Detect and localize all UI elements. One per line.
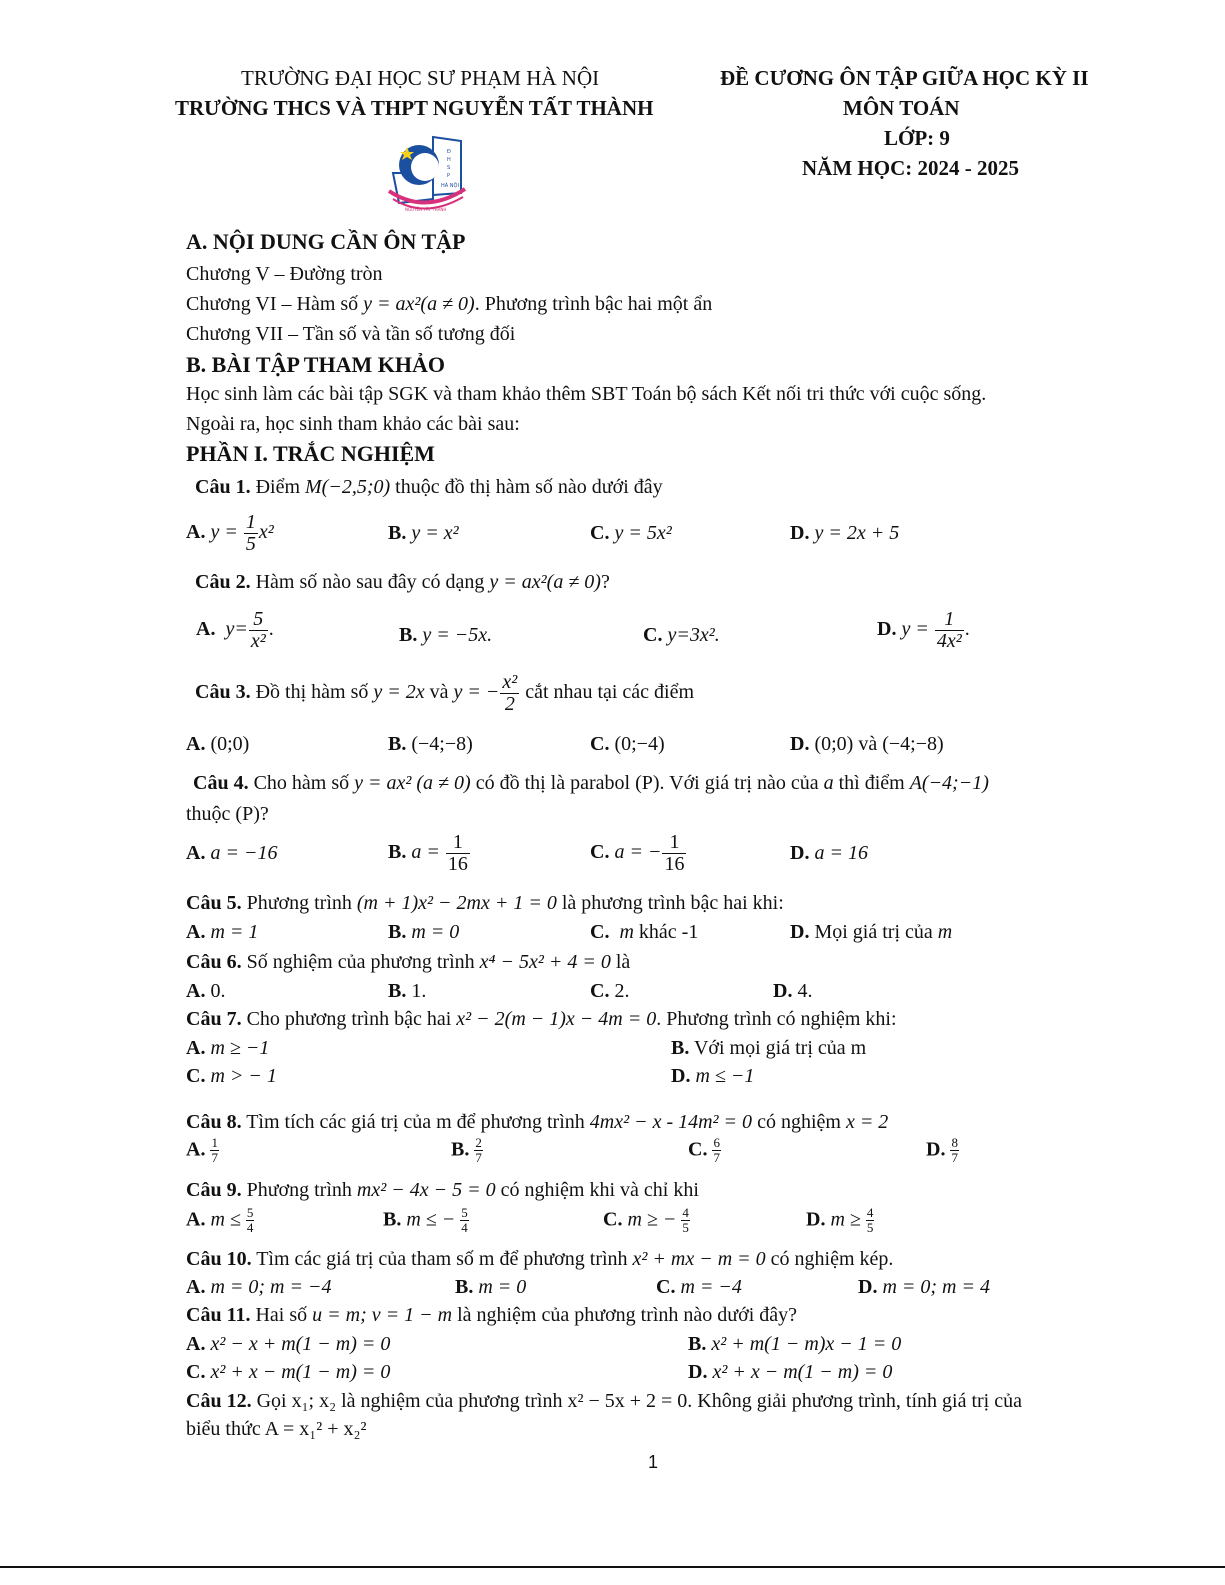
option-label: D. <box>790 522 810 544</box>
chapter-7: Chương VII – Tần số và tần số tương đối <box>186 323 516 345</box>
math-expression: y= <box>225 618 248 641</box>
option-label: B. <box>388 733 407 755</box>
question-label: Câu 9. <box>186 1179 242 1201</box>
question-label: Câu 4. <box>193 772 249 794</box>
section-b-intro-line1: Học sinh làm các bài tập SGK và tham khảo thêm SBT Toán bộ sách Kết nối tri thức với cuộc sống. <box>186 383 987 405</box>
option-label: B. <box>455 1276 474 1298</box>
math-expression: m <box>619 921 634 943</box>
q3-option-d <box>790 733 944 756</box>
q8-option-d <box>926 1136 959 1166</box>
question-8 <box>186 1111 888 1134</box>
question-label: Câu 3. <box>195 681 251 704</box>
svg-text:H: H <box>447 157 451 163</box>
option-text: 0. <box>205 980 226 1002</box>
q8-option-a <box>186 1136 219 1166</box>
q11-option-b <box>688 1333 901 1356</box>
question-text: thì điểm <box>833 772 910 794</box>
question-text: . Phương trình có nghiệm khi: <box>656 1008 897 1030</box>
option-text: Mọi giá trị của <box>809 921 938 943</box>
math-expression: m > − 1 <box>210 1065 277 1087</box>
question-5 <box>186 892 784 915</box>
option-label: C. <box>643 624 663 646</box>
option-label: B. <box>388 841 407 864</box>
math-expression: y = <box>210 521 243 544</box>
page-number: 1 <box>648 1452 659 1472</box>
denominator: 4 <box>246 1220 254 1236</box>
question-text: là <box>610 951 631 973</box>
question-label: Câu 5. <box>186 892 242 914</box>
option-label: A. <box>186 1138 206 1161</box>
grade-label: LỚP: 9 <box>884 126 950 150</box>
numerator: 1 <box>211 1135 218 1150</box>
question-text: có nghiệm <box>752 1111 846 1133</box>
numerator: 1 <box>935 609 964 631</box>
option-label: B. <box>451 1138 470 1161</box>
math-expression: m = 0 <box>478 1276 527 1298</box>
option-label: D. <box>790 842 810 864</box>
numerator: 1 <box>446 832 470 854</box>
question-6 <box>186 951 630 974</box>
numerator: 5 <box>246 1205 254 1220</box>
q8-option-b <box>451 1136 483 1166</box>
math-expression: a <box>823 772 834 794</box>
math-expression: a = <box>411 841 445 864</box>
question-text: Số nghiệm của phương trình <box>241 951 480 973</box>
option-label: D. <box>790 733 810 755</box>
fraction <box>460 1206 469 1236</box>
q2-option-a <box>196 609 274 652</box>
fraction <box>244 512 258 555</box>
numerator: 4 <box>866 1205 874 1220</box>
option-text: khác -1 <box>633 921 699 943</box>
q3-option-b <box>388 733 473 756</box>
denominator: 4 <box>461 1220 468 1236</box>
question-label: Câu 11. <box>186 1304 251 1326</box>
option-label: D. <box>790 921 810 943</box>
question-text: Phương trình <box>241 1179 357 1201</box>
question-text: là phương trình bậc hai khi: <box>556 892 784 914</box>
math-expression: u = m; v = 1 − m <box>312 1304 453 1326</box>
math-expression: m = 0 <box>411 921 460 943</box>
question-text: thuộc đồ thị hàm số nào dưới đây <box>390 476 663 498</box>
section-a-title: A. NỘI DUNG CẦN ÔN TẬP <box>186 229 466 254</box>
math-expression: x² − x + m(1 − m) = 0 <box>210 1333 391 1355</box>
question-text: Hàm số nào sau đây có dạng <box>250 571 490 593</box>
question-text: Gọi x₁; x₂ là nghiệm của phương trình x² − 5x + 2 = 0. Không giải phương trình, tính giá trị của <box>251 1390 1022 1412</box>
svg-text:S: S <box>447 165 451 171</box>
math-expression: . <box>268 618 274 641</box>
question-1 <box>195 476 663 499</box>
question-text: Tìm các giá trị của tham số m để phương trình <box>251 1248 633 1270</box>
math-expression: m ≤ − <box>406 1208 461 1231</box>
numerator: 5 <box>461 1205 468 1220</box>
q6-option-b <box>388 980 426 1003</box>
denominator: 16 <box>447 853 468 875</box>
q8-option-c <box>688 1136 721 1166</box>
document-title: ĐỀ CƯƠNG ÔN TẬP GIỮA HỌC KỲ II <box>720 66 1089 90</box>
q4-option-d <box>790 842 868 865</box>
option-label: B. <box>399 624 418 646</box>
q9-option-d <box>806 1206 874 1236</box>
math-expression: m ≥ − <box>627 1208 682 1231</box>
math-expression: 4mx² − x - 14m² = 0 <box>589 1111 753 1133</box>
option-label: C. <box>590 733 610 755</box>
fraction <box>210 1136 219 1166</box>
fraction <box>935 609 964 652</box>
math-expression: m <box>937 921 953 943</box>
option-label: A. <box>186 1037 206 1059</box>
option-label: A. <box>186 521 206 544</box>
school-year-label: NĂM HỌC: 2024 - 2025 <box>802 156 1019 180</box>
math-expression: . <box>964 618 970 641</box>
q10-option-b <box>455 1276 526 1299</box>
math-expression: (0;0) <box>210 733 250 755</box>
school-logo-graphic <box>385 133 470 219</box>
math-expression: (m + 1)x² − 2mx + 1 = 0 <box>356 892 557 914</box>
fraction <box>500 672 519 715</box>
option-label: B. <box>688 1333 707 1355</box>
question-text: là nghiệm của phương trình nào dưới đây? <box>452 1304 798 1326</box>
school-name-line1: TRƯỜNG ĐẠI HỌC SƯ PHẠM HÀ NỘI <box>241 66 600 90</box>
svg-text:HÀ NỘI: HÀ NỘI <box>441 183 459 189</box>
math-expression: x = 2 <box>845 1111 889 1133</box>
q11-option-c <box>186 1361 390 1384</box>
question-4 <box>193 772 989 795</box>
math-expression: m ≤ <box>210 1208 246 1231</box>
math-expression: y = −5x. <box>422 624 493 646</box>
chapter-6-math: y = ax²(a ≠ 0) <box>363 293 475 315</box>
option-label: A. <box>186 1333 206 1355</box>
option-label: A. <box>186 1276 206 1298</box>
question-text: Cho hàm số <box>248 772 355 794</box>
option-text: và <box>853 733 883 755</box>
math-expression: m = 0; m = 4 <box>882 1276 990 1298</box>
q6-option-d <box>773 980 812 1003</box>
chapter-5: Chương V – Đường tròn <box>186 263 383 285</box>
question-9 <box>186 1179 699 1202</box>
q9-option-c <box>603 1206 690 1236</box>
numerator: 2 <box>475 1135 482 1150</box>
q7-option-d <box>671 1065 754 1088</box>
fraction <box>681 1206 690 1236</box>
option-label: C. <box>590 522 610 544</box>
option-label: A. <box>196 618 216 641</box>
svg-text:NGUYỄN TẤT THÀNH: NGUYỄN TẤT THÀNH <box>405 207 447 212</box>
math-expression: y=3x². <box>667 624 720 646</box>
math-expression: x² + mx − m = 0 <box>632 1248 766 1270</box>
question-text: có nghiệm kép. <box>765 1248 894 1270</box>
option-label: B. <box>388 522 407 544</box>
q11-option-a <box>186 1333 390 1356</box>
q4-option-a <box>186 842 277 865</box>
option-label: D. <box>806 1208 826 1231</box>
fraction <box>950 1136 959 1166</box>
q6-option-a <box>186 980 225 1003</box>
q1-option-b <box>388 522 459 545</box>
fraction <box>446 832 470 875</box>
q2-option-d <box>877 609 970 652</box>
numerator: 6 <box>713 1135 720 1150</box>
option-label: D. <box>773 980 793 1002</box>
page-bottom-rule <box>0 1566 1225 1568</box>
option-text: 1. <box>406 980 427 1002</box>
chapter-6 <box>186 293 712 316</box>
option-label: A. <box>186 1208 206 1231</box>
option-label: C. <box>186 1361 206 1383</box>
option-label: C. <box>186 1065 206 1087</box>
math-expression: y = − <box>453 681 500 704</box>
option-label: B. <box>388 921 407 943</box>
q1-option-c <box>590 522 672 545</box>
math-expression: x² + x − m(1 − m) = 0 <box>210 1361 391 1383</box>
option-label: A. <box>186 733 206 755</box>
option-label: A. <box>186 842 206 864</box>
subject-label: MÔN TOÁN <box>843 96 960 120</box>
question-label: Câu 10. <box>186 1248 252 1270</box>
math-expression: m ≥ −1 <box>210 1037 270 1059</box>
numerator: 4 <box>682 1205 689 1220</box>
svg-text:P: P <box>447 173 451 179</box>
denominator: 7 <box>713 1150 720 1166</box>
q7-option-c <box>186 1065 277 1088</box>
option-label: B. <box>671 1037 690 1059</box>
question-text: Cho phương trình bậc hai <box>241 1008 457 1030</box>
q7-option-b <box>671 1037 866 1060</box>
math-expression: (0;−4) <box>614 733 665 755</box>
question-text: Tìm tích các giá trị của m để phương trình <box>241 1111 590 1133</box>
option-label: B. <box>388 980 407 1002</box>
question-text: Hai số <box>250 1304 313 1326</box>
school-name-line2: TRƯỜNG THCS VÀ THPT NGUYỄN TẤT THÀNH <box>175 96 654 120</box>
option-label: D. <box>926 1138 946 1161</box>
math-expression: m ≥ <box>830 1208 866 1231</box>
math-expression: (−4;−8) <box>882 733 944 755</box>
question-12-line2: biểu thức A = x₁² + x₂² <box>186 1418 367 1440</box>
section-b-title: B. BÀI TẬP THAM KHẢO <box>186 352 445 377</box>
question-label: Câu 1. <box>195 476 251 498</box>
math-expression: y = 2x + 5 <box>814 522 900 544</box>
numerator: 1 <box>245 511 256 533</box>
option-text: Với mọi giá trị của m <box>689 1037 867 1059</box>
q3-option-c <box>590 733 665 756</box>
math-expression: x² <box>258 521 274 544</box>
numerator: 8 <box>951 1135 958 1150</box>
fraction <box>249 609 268 652</box>
option-label: C. <box>590 980 610 1002</box>
math-expression: x² + m(1 − m)x − 1 = 0 <box>711 1333 902 1355</box>
math-expression: y = 2x <box>373 681 425 704</box>
denominator: 5 <box>682 1220 689 1236</box>
fraction <box>474 1136 483 1166</box>
q10-option-a <box>186 1276 332 1299</box>
question-4-line2: thuộc (P)? <box>186 803 269 825</box>
math-expression: a = 16 <box>814 842 868 864</box>
math-expression: x² + x − m(1 − m) = 0 <box>712 1361 893 1383</box>
math-expression: (a ≠ 0) <box>416 772 471 794</box>
question-text: Đồ thị hàm số <box>250 681 374 704</box>
chapter-6-suffix: . Phương trình bậc hai một ẩn <box>474 293 713 315</box>
denominator: 7 <box>475 1150 482 1166</box>
fraction <box>712 1136 721 1166</box>
math-expression: mx² − 4x − 5 = 0 <box>356 1179 496 1201</box>
option-label: D. <box>688 1361 708 1383</box>
question-3 <box>195 672 694 715</box>
option-label: A. <box>186 921 206 943</box>
math-expression: y = x² <box>411 522 459 544</box>
question-text: có nghiệm khi và chỉ khi <box>495 1179 699 1201</box>
q3-option-a <box>186 733 249 756</box>
q6-option-c <box>590 980 629 1003</box>
math-expression: a = − <box>614 841 662 864</box>
question-label: Câu 12. <box>186 1390 252 1412</box>
question-label: Câu 6. <box>186 951 242 973</box>
q4-option-c <box>590 832 687 875</box>
question-text: và <box>424 681 454 704</box>
math-expression: x⁴ − 5x² + 4 = 0 <box>479 951 611 973</box>
q4-option-b <box>388 832 471 875</box>
denominator: x² <box>250 630 266 652</box>
math-expression: M(−2,5;0) <box>305 476 391 498</box>
numerator: x² <box>502 671 518 693</box>
q9-option-b <box>383 1206 469 1236</box>
question-label: Câu 2. <box>195 571 251 593</box>
numerator: 5 <box>249 609 268 631</box>
question-2 <box>195 571 610 594</box>
math-expression: m = 0; m = −4 <box>210 1276 332 1298</box>
numerator: 1 <box>662 832 686 854</box>
q7-option-a <box>186 1037 269 1060</box>
q10-option-d <box>858 1276 990 1299</box>
math-expression: y = ax²(a ≠ 0) <box>489 571 601 593</box>
denominator: 5 <box>866 1220 874 1236</box>
math-expression: (−4;−8) <box>411 733 473 755</box>
fraction <box>662 832 686 875</box>
question-text: Điểm <box>250 476 306 498</box>
denominator: 4x² <box>936 630 962 652</box>
option-text: 2. <box>609 980 630 1002</box>
q9-option-a <box>186 1206 254 1236</box>
option-label: B. <box>383 1208 402 1231</box>
question-text: có đồ thị là parabol (P). Với giá trị nào của <box>470 772 824 794</box>
q5-option-d <box>790 921 952 944</box>
option-label: C. <box>656 1276 676 1298</box>
part-1-title: PHẦN I. TRẮC NGHIỆM <box>186 441 435 466</box>
school-logo <box>385 133 470 219</box>
q11-option-d <box>688 1361 892 1384</box>
math-expression: m ≤ −1 <box>695 1065 755 1087</box>
option-label: A. <box>186 980 206 1002</box>
math-expression: y = ax² <box>354 772 412 794</box>
q5-option-a <box>186 921 258 944</box>
option-label: C. <box>590 841 610 864</box>
question-label: Câu 7. <box>186 1008 242 1030</box>
question-10 <box>186 1248 893 1271</box>
fraction <box>246 1206 255 1236</box>
q5-option-c <box>590 921 698 944</box>
denominator: 16 <box>664 853 685 875</box>
option-label: D. <box>858 1276 878 1298</box>
chapter-6-prefix: Chương VI – Hàm số <box>186 293 364 315</box>
denominator: 7 <box>951 1150 958 1166</box>
q2-option-b <box>399 624 492 647</box>
q1-option-d <box>790 522 899 545</box>
math-expression: m = 1 <box>210 921 259 943</box>
math-expression: m = −4 <box>680 1276 742 1298</box>
math-expression: (0;0) <box>814 733 854 755</box>
svg-text:Đ: Đ <box>447 149 451 155</box>
denominator: 2 <box>504 693 515 715</box>
q1-option-a <box>186 512 274 555</box>
math-expression: x² − 2(m − 1)x − 4m = 0 <box>456 1008 657 1030</box>
q5-option-b <box>388 921 459 944</box>
q2-option-c <box>643 624 720 647</box>
question-7 <box>186 1008 897 1031</box>
question-12 <box>186 1390 1022 1413</box>
question-11 <box>186 1304 797 1327</box>
question-text: ? <box>600 571 610 593</box>
math-expression: y = <box>901 618 934 641</box>
math-expression: y = 5x² <box>614 522 672 544</box>
denominator: 7 <box>211 1150 218 1166</box>
question-text: cắt nhau tại các điểm <box>520 681 695 704</box>
option-label: C. <box>688 1138 708 1161</box>
question-label: Câu 8. <box>186 1111 242 1133</box>
option-text: 4. <box>792 980 813 1002</box>
q10-option-c <box>656 1276 742 1299</box>
option-label: D. <box>671 1065 691 1087</box>
math-expression: A(−4;−1) <box>909 772 989 794</box>
option-label: D. <box>877 618 897 641</box>
denominator: 5 <box>245 533 256 555</box>
option-label: C. <box>590 921 610 943</box>
option-label: C. <box>603 1208 623 1231</box>
section-b-intro-line2: Ngoài ra, học sinh tham khảo các bài sau: <box>186 413 520 435</box>
math-expression: a = −16 <box>210 842 278 864</box>
question-text: Phương trình <box>241 892 357 914</box>
fraction <box>866 1206 875 1236</box>
